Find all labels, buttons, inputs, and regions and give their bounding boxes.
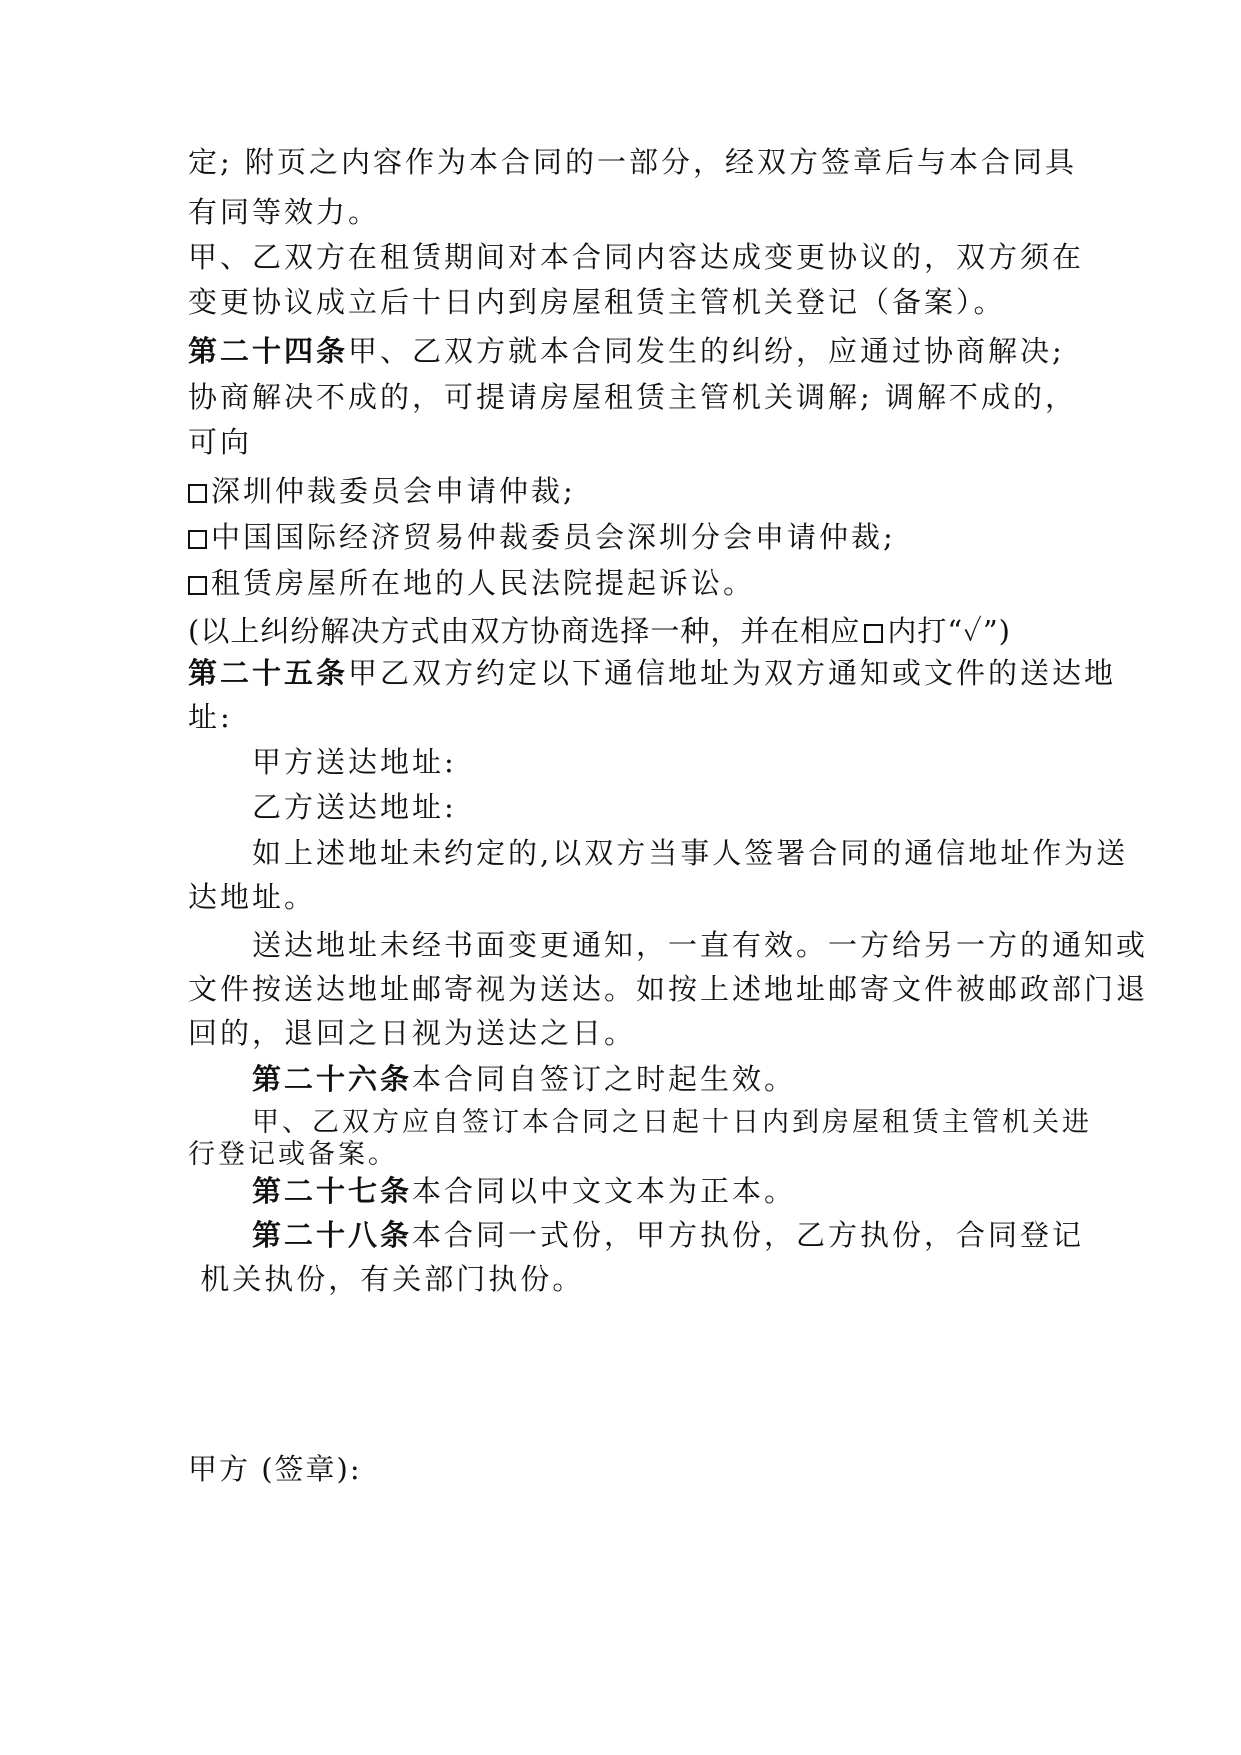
article-24-line-1 <box>188 334 1068 368</box>
article-27-heading: 第二十七条 <box>252 1174 413 1208</box>
article-24-heading: 第二十四条 <box>188 334 349 368</box>
article-28-line-2: 机关执份，有关部门执份。 <box>188 1262 585 1296</box>
registration-line-1: 甲、乙双方应自签订本合同之日起十日内到房屋租赁主管机关进 <box>252 1107 1092 1138</box>
article-24-text: 甲、乙双方就本合同发生的纠纷，应通过协商解决; <box>348 334 1065 368</box>
address-validity-line-2: 文件按送达地址邮寄视为送达。如按上述地址邮寄文件被邮政部门退 <box>188 972 1149 1006</box>
checkbox-icon <box>864 624 883 643</box>
dispute-option-2 <box>188 520 1068 554</box>
party-b-address: 乙方送达地址: <box>252 790 457 824</box>
checkbox-icon[interactable] <box>188 484 207 503</box>
para-amendment-line-1: 甲、乙双方在租赁期间对本合同内容达成变更协议的，双方须在 <box>188 240 1085 274</box>
article-26-heading: 第二十六条 <box>252 1062 413 1096</box>
article-24-line-3: 可向 <box>188 425 253 459</box>
article-27-text: 本合同以中文文本为正本。 <box>412 1174 797 1208</box>
registration-line-2: 行登记或备案。 <box>188 1139 398 1170</box>
dispute-option-3 <box>188 566 1068 600</box>
checkbox-icon[interactable] <box>188 576 207 595</box>
article-28-line-1 <box>252 1218 1085 1252</box>
article-25-heading: 第二十五条 <box>188 656 349 690</box>
para-amendment-line-2: 变更协议成立后十日内到房屋租赁主管机关登记（备案）。 <box>188 285 1006 319</box>
dispute-note-after: 内打“✓”) <box>887 614 1011 648</box>
article-25-line-2: 址: <box>188 700 233 734</box>
article-25-text: 甲乙双方约定以下通信地址为双方通知或文件的送达地 <box>348 656 1117 690</box>
dispute-note <box>188 614 1068 648</box>
article-28-heading: 第二十八条 <box>252 1218 413 1252</box>
party-a-signature-label: 甲方 (签章): <box>188 1452 362 1486</box>
para-attachment-line-1: 定; 附页之内容作为本合同的一部分，经双方签章后与本合同具 <box>188 145 1077 179</box>
article-26-text: 本合同自签订之时起生效。 <box>412 1062 797 1096</box>
party-a-address: 甲方送达地址: <box>252 745 457 779</box>
address-validity-line-3: 回的，退回之日视为送达之日。 <box>188 1016 637 1050</box>
article-24-line-2: 协商解决不成的，可提请房屋租赁主管机关调解; 调解不成的， <box>188 380 1077 414</box>
address-validity-line-1: 送达地址未经书面变更通知，一直有效。一方给另一方的通知或 <box>252 928 1149 962</box>
dispute-note-before: (以上纠纷解决方式由双方协商选择一种，并在相应 <box>188 614 861 648</box>
para-attachment-line-2: 有同等效力。 <box>188 195 381 229</box>
address-default-line-1: 如上述地址未约定的,以双方当事人签署合同的通信地址作为送 <box>252 836 1129 870</box>
article-28-text: 本合同一式份，甲方执份，乙方执份，合同登记 <box>412 1218 1085 1252</box>
address-default-line-2: 达地址。 <box>188 880 317 914</box>
checkbox-icon[interactable] <box>188 530 207 549</box>
dispute-option-1-label: 深圳仲裁委员会申请仲裁; <box>211 474 576 508</box>
article-27-line <box>252 1174 1068 1208</box>
article-26-line <box>252 1062 1068 1096</box>
article-25-line-1 <box>188 656 1117 690</box>
dispute-option-1 <box>188 474 1068 508</box>
dispute-option-2-label: 中国国际经济贸易仲裁委员会深圳分会申请仲裁; <box>211 520 896 554</box>
dispute-option-3-label: 租赁房屋所在地的人民法院提起诉讼。 <box>211 566 756 600</box>
